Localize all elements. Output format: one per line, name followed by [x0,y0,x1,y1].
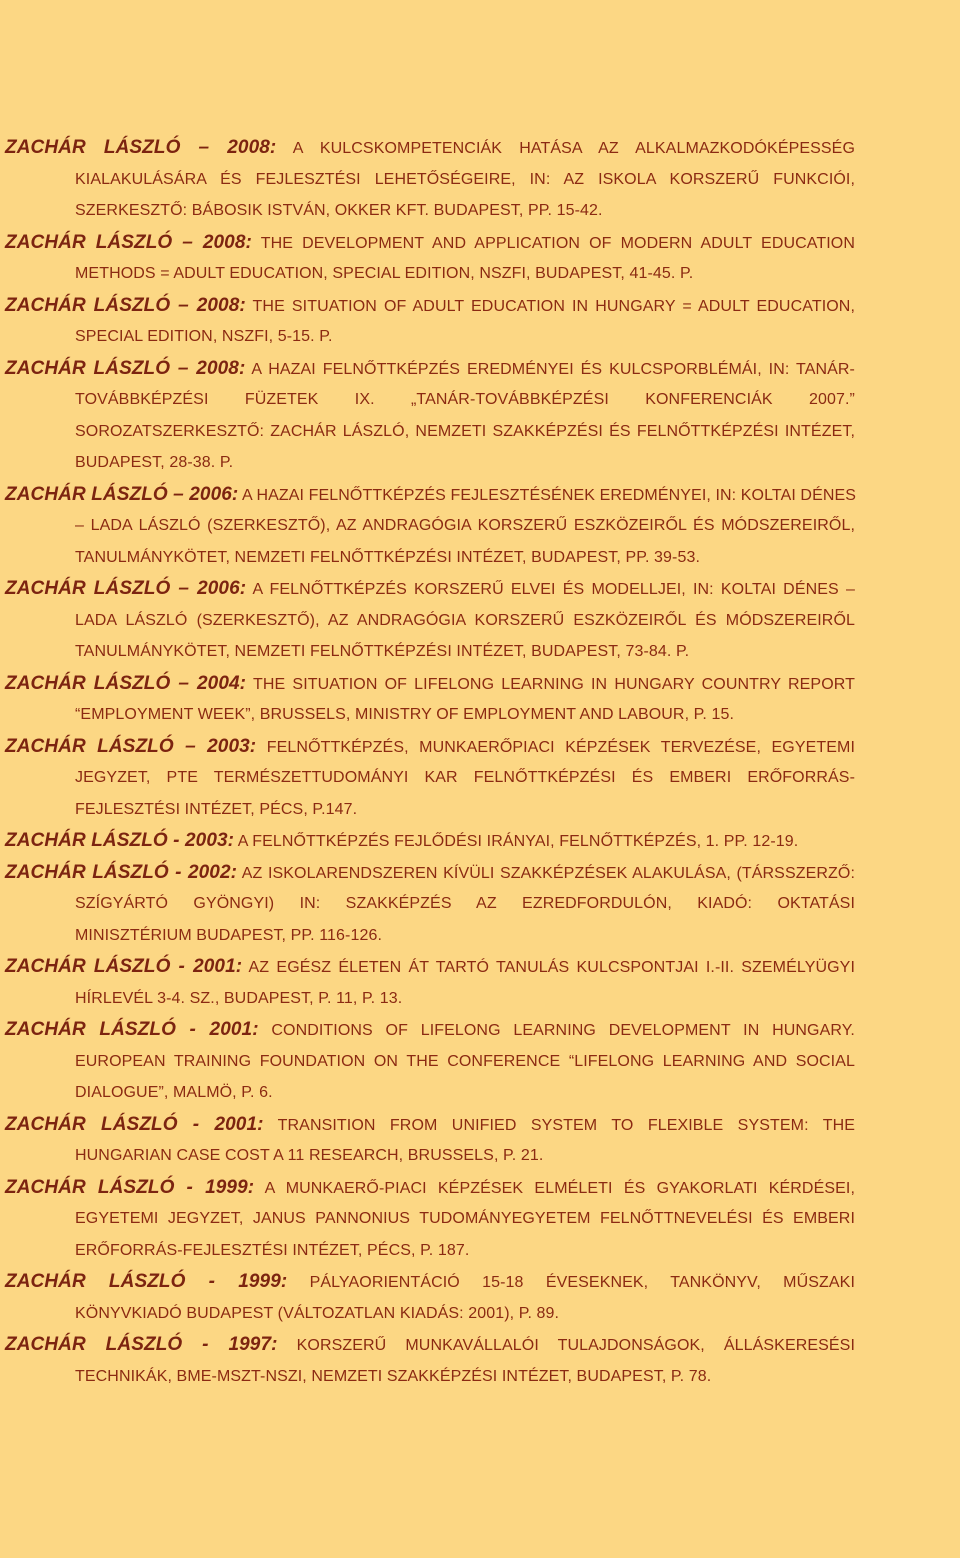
reference-text: TANULMÁNYKÖTET, NEMZETI FELNŐTTKÉPZÉSI INTÉZET, BUDAPEST, PP. 39-53. [75,548,701,566]
reference-text: TRANSITION FROM UNIFIED SYSTEM TO FLEXIBLE SYSTEM: THE [277,1116,856,1134]
reference-text: KÖNYVKIADÓ BUDAPEST (VÁLTOZATLAN KIADÁS: 2001), P. 89. [75,1304,560,1322]
author-separator: - [177,1113,215,1135]
reference-continuation-line [0,1140,855,1172]
reference-text: JEGYZET, PTE TERMÉSZETTUDOMÁNYI KAR FELNŐTTKÉPZÉSI ÉS EMBERI ERŐFORRÁS- [75,769,855,786]
reference-continuation-line [0,510,855,542]
reference-continuation-line [0,1203,855,1235]
reference-continuation-line [0,542,855,574]
reference-text: HÍRLEVÉL 3-4. SZ., BUDAPEST, P. 11, P. 13. [75,989,403,1007]
reference-text: TOVÁBBKÉPZÉSI FÜZETEK IX. „TANÁR-TOVÁBBKÉPZÉSI KONFERENCIÁK 2007.” [75,391,855,408]
author-separator: – [170,672,198,694]
author-separator: – [180,137,228,158]
reference-entry [0,1329,855,1392]
author-separator: – [173,735,208,757]
reference-first-line [0,1329,855,1361]
reference-entry [0,132,855,227]
reference-first-line [0,353,855,385]
reference-entry [0,1014,855,1109]
reference-first-line [0,668,855,700]
reference-entry [0,353,855,479]
author-name: ZACHÁR LÁSZLÓ [5,861,169,883]
author-separator: - [170,956,194,977]
author-name: ZACHÁR LÁSZLÓ [5,294,171,316]
reference-continuation-line [0,384,855,416]
reference-first-line [0,825,855,857]
author-name: ZACHÁR LÁSZLÓ [5,483,168,505]
reference-text: A FELNŐTTKÉPZÉS FEJLŐDÉSI IRÁNYAI, FELNŐTTKÉPZÉS, 1. PP. 12-19. [237,833,799,850]
author-name: ZACHÁR LÁSZLÓ [5,357,171,379]
author-separator: - [185,1271,239,1292]
reference-continuation-line [0,888,855,920]
author-name: ZACHÁR LÁSZLÓ [5,956,171,977]
publication-year: 2008: [202,231,252,253]
reference-first-line [0,479,855,511]
reference-text: LADA LÁSZLÓ (SZERKESZTŐ), AZ ANDRAGÓGIA KORSZERŰ ESZKÖZEIRŐL ÉS MÓDSZEREIRŐL [75,611,855,629]
reference-text: A HAZAI FELNŐTTKÉPZÉS EREDMÉNYEI ÉS KULCSPORBLÉMÁI, IN: TANÁR- [251,360,855,378]
reference-first-line [0,1172,855,1204]
author-name: ZACHÁR LÁSZLÓ [5,578,171,599]
publication-year: 2004: [197,672,247,694]
author-name: ZACHÁR LÁSZLÓ [5,1019,176,1040]
reference-first-line [0,1014,855,1046]
reference-continuation-line [0,416,855,448]
author-separator: - [175,1019,210,1040]
reference-text: EUROPEAN TRAINING FOUNDATION ON THE CONFERENCE “LIFELONG LEARNING AND SOCIAL [75,1052,855,1070]
reference-continuation-line [0,164,855,196]
reference-continuation-line [0,605,855,637]
reference-text: A FELNŐTTKÉPZÉS KORSZERŰ ELVEI ÉS MODELLJEI, IN: KOLTAI DÉNES – [252,581,855,598]
publication-year: 2001: [209,1019,259,1040]
reference-first-line [0,290,855,322]
reference-text: SOROZATSZERKESZTŐ: ZACHÁR LÁSZLÓ, NEMZETI SZAKKÉPZÉSI ÉS FELNŐTTKÉPZÉSI INTÉZET, [75,422,855,440]
publication-year: 1999: [205,1176,255,1198]
reference-text: A HAZAI FELNŐTTKÉPZÉS FEJLESZTÉSÉNEK EREDMÉNYEI, IN: KOLTAI DÉNES [242,486,857,504]
reference-entry [0,1172,855,1267]
reference-text: AZ EGÉSZ ÉLETEN ÁT TARTÓ TANULÁS KULCSPONTJAI I.-II. SZEMÉLYÜGYI [248,959,855,976]
reference-entry [0,951,855,1014]
reference-text: THE SITUATION OF LIFELONG LEARNING IN HUNGARY COUNTRY REPORT [252,675,855,693]
author-name: ZACHÁR LÁSZLÓ [5,1334,183,1355]
publication-year: 2001: [214,1113,264,1135]
author-name: ZACHÁR LÁSZLÓ [5,830,168,851]
reference-first-line [0,857,855,889]
author-name: ZACHÁR LÁSZLÓ [5,1113,178,1135]
reference-continuation-line [0,699,855,731]
author-name: ZACHÁR LÁSZLÓ [5,672,171,694]
author-separator: – [170,357,197,379]
reference-continuation-line [0,1235,855,1267]
publication-year: 1999: [238,1271,288,1292]
reference-continuation-line [0,920,855,952]
author-separator: – [172,231,203,253]
reference-first-line [0,951,855,983]
reference-first-line [0,132,855,164]
publication-year: 2001: [193,956,243,977]
reference-text: SZERKESZTŐ: BÁBOSIK ISTVÁN, OKKER KFT. BUDAPEST, PP. 15-42. [75,202,603,219]
reference-continuation-line [0,1046,855,1078]
reference-text: – LADA LÁSZLÓ (SZERKESZTŐ), AZ ANDRAGÓGIA KORSZERŰ ESZKÖZEIRŐL ÉS MÓDSZEREIRŐL, [75,517,855,534]
reference-text: FELNŐTTKÉPZÉS, MUNKAERŐPIACI KÉPZÉSEK TERVEZÉSE, EGYETEMI [266,738,855,756]
publication-year: 2006: [189,483,239,505]
reference-first-line [0,1266,855,1298]
reference-text: AZ ISKOLARENDSZEREN KÍVÜLI SZAKKÉPZÉSEK ALAKULÁSA, (TÁRSSZERZŐ: [241,864,855,882]
reference-continuation-line [0,983,855,1015]
reference-entry [0,479,855,574]
reference-entry [0,857,855,952]
reference-text: ERŐFORRÁS-FEJLESZTÉSI INTÉZET, PÉCS, P. 187. [75,1241,470,1259]
reference-text: “EMPLOYMENT WEEK”, BRUSSELS, MINISTRY OF EMPLOYMENT AND LABOUR, P. 15. [75,706,735,723]
author-name: ZACHÁR LÁSZLÓ [5,735,174,757]
author-separator: – [167,483,190,505]
publication-year: 2008: [227,137,277,158]
reference-continuation-line [0,195,855,227]
reference-continuation-line [0,636,855,668]
reference-text: A KULCSKOMPETENCIÁK HATÁSA AZ ALKALMAZKODÓKÉPESSÉG [292,140,855,157]
reference-text: DIALOGUE”, MALMÖ, P. 6. [75,1084,273,1101]
author-separator: – [170,294,197,316]
reference-text: EGYETEMI JEGYZET, JANUS PANNONIUS TUDOMÁNYEGYETEM FELNŐTTNEVELÉSI ÉS EMBERI [75,1210,855,1227]
reference-text: HUNGARIAN CASE COST A 11 RESEARCH, BRUSSELS, P. 21. [75,1147,544,1164]
reference-continuation-line [0,762,855,794]
publication-year: 2008: [196,294,246,316]
reference-continuation-line [0,1298,855,1330]
reference-entry [0,573,855,668]
author-separator: - [168,861,188,883]
author-name: ZACHÁR LÁSZLÓ [5,137,181,158]
reference-text: FEJLESZTÉSI INTÉZET, PÉCS, P.147. [75,800,358,818]
author-separator: - [167,830,185,851]
reference-text: THE DEVELOPMENT AND APPLICATION OF MODERN ADULT EDUCATION [260,234,855,252]
reference-text: KORSZERŰ MUNKAVÁLLALÓI TULAJDONSÁGOK, ÁLLÁSKERESÉSI [296,1337,856,1354]
author-name: ZACHÁR LÁSZLÓ [5,1271,186,1292]
reference-text: BUDAPEST, 28-38. P. [75,454,234,471]
reference-first-line [0,573,855,605]
publication-year: 2002: [187,861,238,883]
reference-text: THE SITUATION OF ADULT EDUCATION IN HUNGARY = ADULT EDUCATION, [252,297,855,315]
author-name: ZACHÁR LÁSZLÓ [5,231,173,253]
reference-entry [0,1109,855,1172]
publication-year: 2006: [197,578,247,599]
author-separator: – [170,578,198,599]
reference-text: SZÍGYÁRTÓ GYÖNGYI) IN: SZAKKÉPZÉS AZ EZREDFORDULÓN, KIADÓ: OKTATÁSI [75,895,855,912]
reference-continuation-line [0,447,855,479]
reference-text: METHODS = ADULT EDUCATION, SPECIAL EDITION, NSZFI, BUDAPEST, 41-45. P. [75,265,694,282]
reference-continuation-line [0,1361,855,1393]
reference-text: TANULMÁNYKÖTET, NEMZETI FELNŐTTKÉPZÉSI INTÉZET, BUDAPEST, 73-84. P. [75,643,690,660]
reference-first-line [0,1109,855,1141]
reference-entry [0,227,855,290]
reference-text: TECHNIKÁK, BME-MSZT-NSZI, NEMZETI SZAKKÉPZÉSI INTÉZET, BUDAPEST, P. 78. [75,1367,712,1385]
reference-entry [0,668,855,731]
reference-text: PÁLYAORIENTÁCIÓ 15-18 ÉVESEKNEK, TANKÖNYV, MŰSZAKI [309,1274,855,1291]
reference-continuation-line [0,321,855,353]
publication-year: 2003: [207,735,257,757]
reference-entry [0,290,855,353]
reference-text: A MUNKAERŐ-PIACI KÉPZÉSEK ELMÉLETI ÉS GYAKORLATI KÉRDÉSEI, [264,1179,855,1197]
author-separator: - [174,1176,206,1198]
publication-year: 2003: [184,830,235,851]
publication-year: 1997: [228,1334,278,1355]
publication-year: 2008: [196,357,246,379]
reference-first-line [0,227,855,259]
reference-entry [0,1266,855,1329]
reference-text: MINISZTÉRIUM BUDAPEST, PP. 116-126. [75,926,382,944]
reference-entry [0,825,855,857]
reference-continuation-line [0,258,855,290]
reference-text: CONDITIONS OF LIFELONG LEARNING DEVELOPMENT IN HUNGARY. [271,1022,855,1039]
reference-continuation-line [0,1077,855,1109]
author-name: ZACHÁR LÁSZLÓ [5,1176,175,1198]
reference-entry [0,731,855,826]
reference-text: KIALAKULÁSÁRA ÉS FEJLESZTÉSI LEHETŐSÉGEIRE, IN: AZ ISKOLA KORSZERŰ FUNKCIÓI, [75,170,855,188]
reference-first-line [0,731,855,763]
reference-continuation-line [0,794,855,826]
author-separator: - [182,1334,229,1355]
reference-text: SPECIAL EDITION, NSZFI, 5-15. P. [75,328,333,345]
